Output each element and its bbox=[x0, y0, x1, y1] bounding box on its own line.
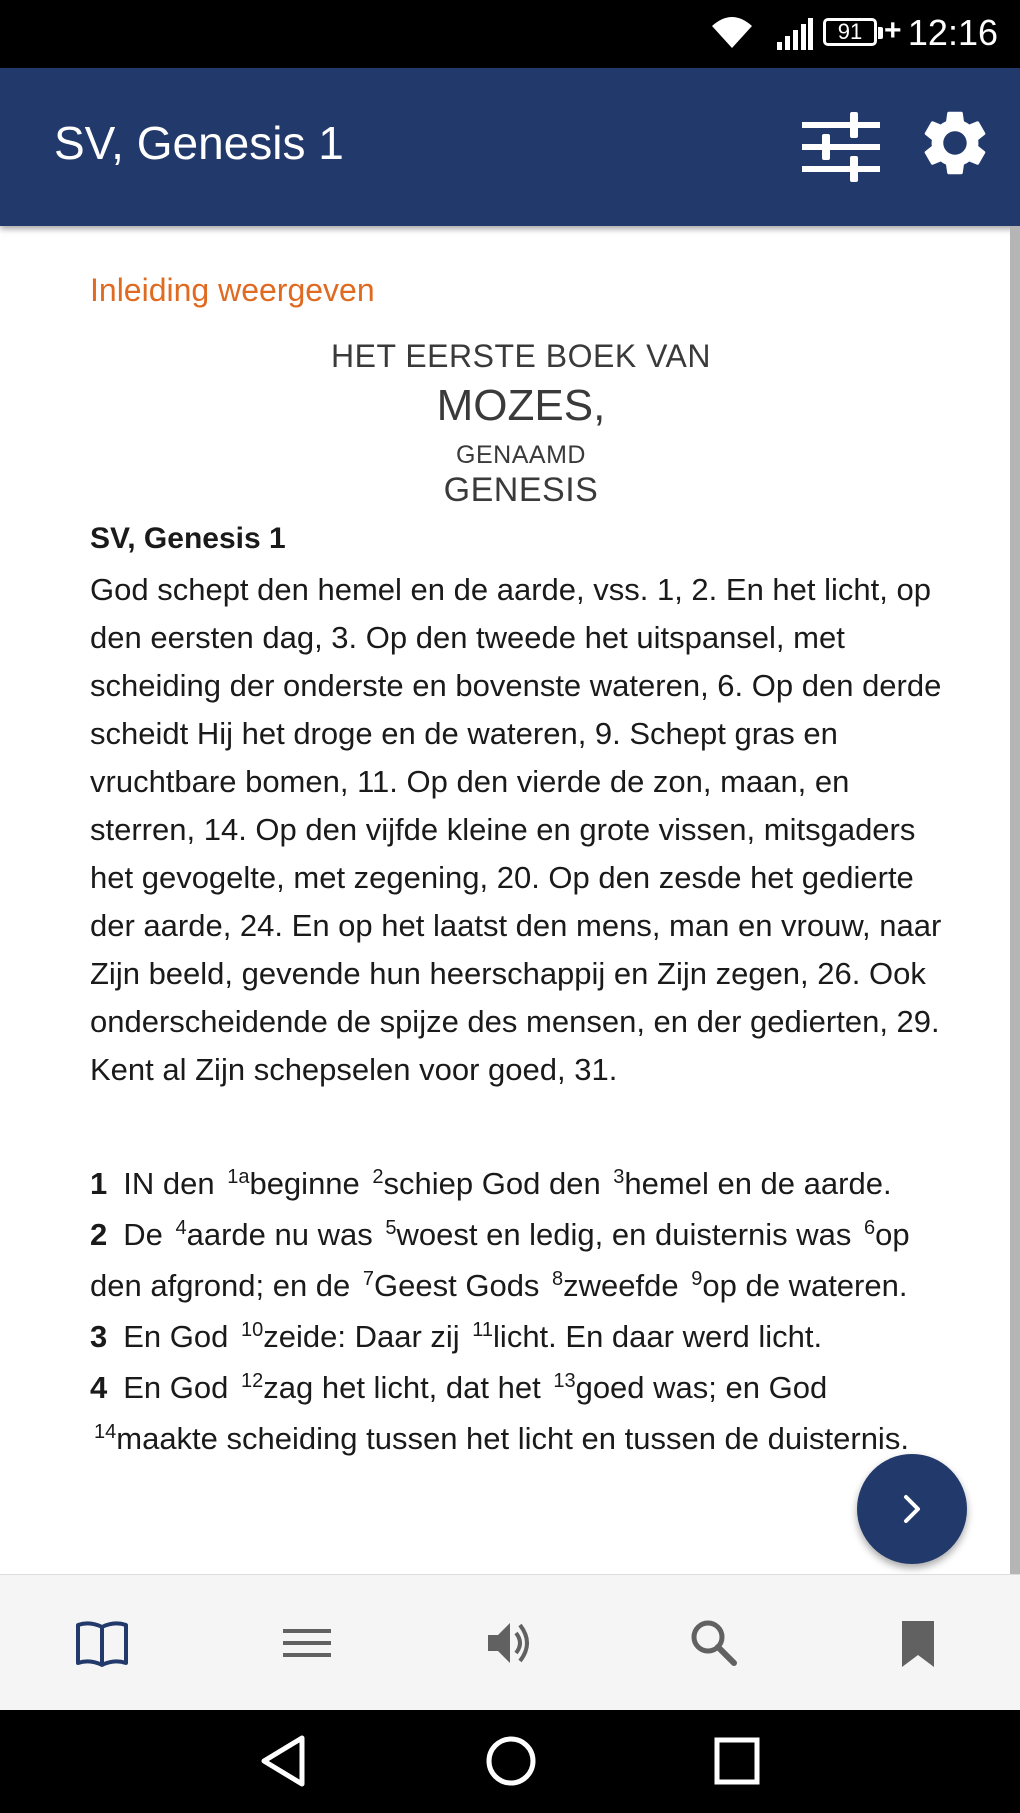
verse-text: maakte scheiding tussen het licht en tussen de duisternis. bbox=[116, 1421, 909, 1456]
footnote-reference[interactable]: 13 bbox=[553, 1369, 576, 1392]
recent-apps-icon[interactable] bbox=[712, 1734, 762, 1788]
footnote-reference[interactable]: 8 bbox=[552, 1267, 564, 1290]
verse bbox=[90, 1311, 960, 1362]
bottom-navigation bbox=[0, 1574, 1020, 1711]
battery-icon bbox=[823, 18, 877, 46]
chapter-summary: God schept den hemel en de aarde, vss. 1, 2. En het licht, op den eersten dag, 3. Op den tweede het uitspansel, met scheiding der onderste en bovenste wateren, 6. Op den derde scheidt Hij het droge en de wateren, 9. Schept gras en vruchtbare bomen, 11. Op den vierde de zon, maan, en sterren, 14. Op den vijfde kleine en grote vissen, mitsgaders het gevogelte, met zegening, 20. Op den zesde het gedierte der aarde, 24. En op het laatst den mens, man en vrouw, naar Zijn beeld, gevende hun heerschappij en Zijn zegen, 26. Ook onderscheidende de spijze des mensen, en der gedierten, 29. Kent al Zijn schepselen voor goed, 31. bbox=[90, 572, 942, 1087]
nav-search[interactable] bbox=[682, 1611, 746, 1675]
verse-number: 2 bbox=[90, 1217, 108, 1252]
verse-text: De bbox=[123, 1217, 172, 1252]
verse-text: beginne bbox=[249, 1166, 369, 1201]
footnote-reference[interactable]: 9 bbox=[691, 1267, 703, 1290]
app-bar bbox=[0, 68, 1020, 226]
show-introduction-link[interactable]: Inleiding weergeven bbox=[90, 272, 375, 308]
chevron-right-icon bbox=[892, 1489, 932, 1529]
nav-read[interactable] bbox=[70, 1611, 134, 1675]
verse-number: 3 bbox=[90, 1319, 108, 1354]
footnote-reference[interactable]: 12 bbox=[241, 1369, 264, 1392]
verse-number: 4 bbox=[90, 1370, 108, 1405]
chapter-content bbox=[90, 226, 960, 1572]
back-icon[interactable] bbox=[258, 1734, 308, 1788]
footnote-reference[interactable]: 2 bbox=[372, 1165, 384, 1188]
verse bbox=[90, 1362, 960, 1464]
verse-text: op den afgrond; en de bbox=[90, 1217, 910, 1303]
system-navigation-bar bbox=[0, 1710, 1020, 1813]
verse-text: En God bbox=[123, 1370, 237, 1405]
book-heading-line-3: GENAAMD bbox=[456, 441, 586, 469]
book-heading-line-2: MOZES, bbox=[436, 381, 606, 430]
book-heading-line-1: HET EERSTE BOEK VAN bbox=[331, 338, 711, 374]
footnote-reference[interactable]: 7 bbox=[362, 1267, 375, 1290]
nav-contents[interactable] bbox=[275, 1611, 339, 1675]
footnote-reference[interactable]: 1a bbox=[227, 1165, 250, 1188]
gear-icon[interactable] bbox=[916, 104, 994, 182]
verse-text: IN den bbox=[123, 1166, 224, 1201]
verse-text: zag het licht, dat het bbox=[263, 1370, 550, 1405]
footnote-reference[interactable]: 3 bbox=[613, 1165, 625, 1188]
verse-text: licht. En daar werd licht. bbox=[493, 1319, 823, 1354]
verse-text: aarde nu was bbox=[186, 1217, 382, 1252]
verse bbox=[90, 1209, 960, 1311]
nav-bookmarks[interactable] bbox=[886, 1611, 950, 1675]
verse-text: zweefde bbox=[563, 1268, 688, 1303]
footnote-reference[interactable]: 4 bbox=[175, 1216, 187, 1239]
footnote-reference[interactable]: 10 bbox=[241, 1318, 264, 1341]
verse bbox=[90, 1158, 960, 1209]
next-chapter-button[interactable] bbox=[857, 1454, 967, 1564]
verse-text: zeide: Daar zij bbox=[263, 1319, 469, 1354]
nav-audio[interactable] bbox=[478, 1611, 542, 1675]
footnote-reference[interactable]: 11 bbox=[472, 1318, 494, 1341]
verse-text: woest en ledig, en duisternis was bbox=[396, 1217, 861, 1252]
wifi-icon bbox=[710, 14, 754, 50]
verse-text: Geest Gods bbox=[374, 1268, 549, 1303]
book-open-icon bbox=[70, 1611, 134, 1675]
bookmark-icon bbox=[886, 1611, 950, 1675]
status-bar bbox=[0, 0, 1020, 68]
volume-icon bbox=[478, 1611, 542, 1675]
footnote-reference[interactable]: 5 bbox=[385, 1216, 397, 1239]
charging-icon: + bbox=[884, 14, 902, 47]
battery-level: 91 bbox=[837, 19, 863, 44]
verse-text: schiep God den bbox=[383, 1166, 610, 1201]
page-title: SV, Genesis 1 bbox=[54, 117, 344, 169]
footnote-reference[interactable]: 14 bbox=[94, 1420, 117, 1443]
scrollbar[interactable] bbox=[1010, 226, 1020, 1576]
book-heading-line-4: GENESIS bbox=[443, 471, 599, 509]
verse-number: 1 bbox=[90, 1166, 108, 1201]
verse-text: op de wateren. bbox=[702, 1268, 908, 1303]
clock: 12:16 bbox=[907, 12, 998, 53]
chapter-title: SV, Genesis 1 bbox=[90, 522, 286, 555]
tune-icon[interactable] bbox=[800, 106, 882, 188]
footnote-reference[interactable]: 6 bbox=[864, 1216, 876, 1239]
signal-icon bbox=[775, 18, 813, 50]
verse-list bbox=[90, 1158, 960, 1464]
search-icon bbox=[682, 1611, 746, 1675]
home-icon[interactable] bbox=[484, 1734, 538, 1788]
verse-text: En God bbox=[123, 1319, 237, 1354]
menu-icon bbox=[275, 1611, 339, 1675]
verse-text: goed was; en God bbox=[575, 1370, 828, 1405]
verse-text: hemel en de aarde. bbox=[624, 1166, 892, 1201]
